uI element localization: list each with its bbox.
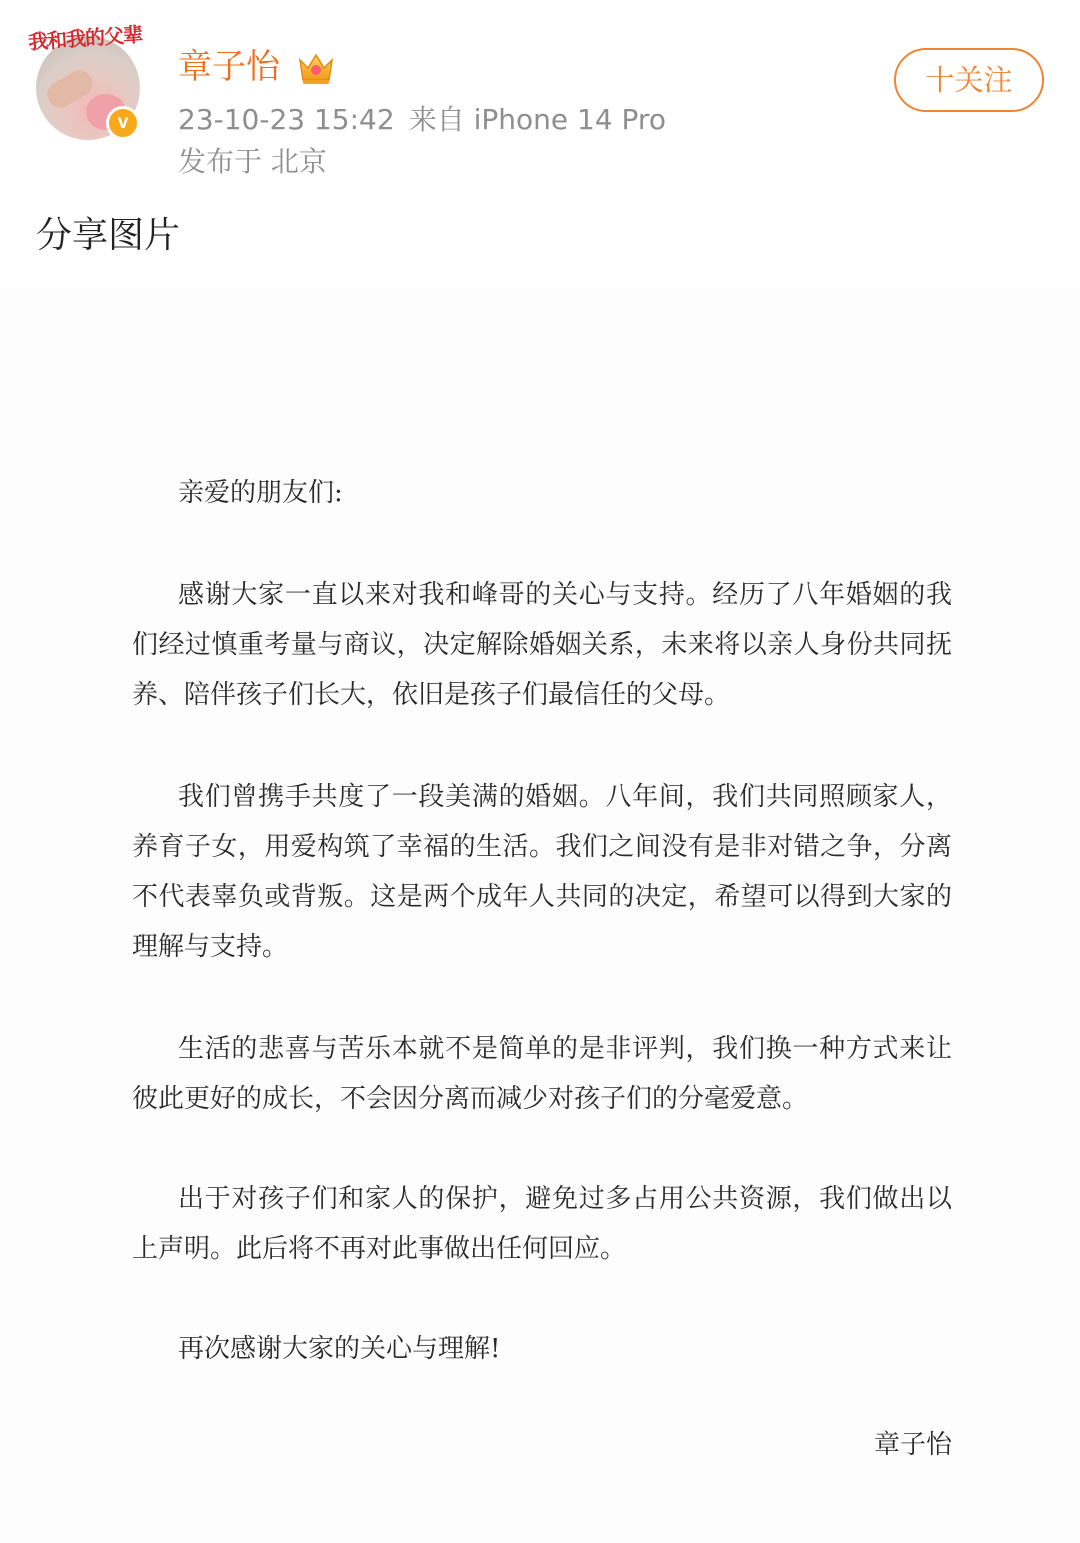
- crown-icon: [296, 50, 336, 86]
- username[interactable]: 章子怡: [178, 47, 280, 87]
- letter-salutation-text: 亲爱的朋友们:: [178, 478, 343, 508]
- post-location: 发布于 北京: [178, 145, 327, 178]
- letter-signature: 章子怡: [873, 1430, 952, 1460]
- post-header: [0, 0, 1080, 200]
- follow-button[interactable]: 十关注: [894, 48, 1044, 112]
- letter-paragraph: 感谢大家一直以来对我和峰哥的关心与支持。经历了八年婚姻的我们经过慎重考量与商议，决定解除婚姻关系，未来将以亲人身份共同抚养、陪伴孩子们长大，依旧是孩子们最信任的父母。: [132, 580, 952, 710]
- letter-paragraph: 生活的悲喜与苦乐本就不是简单的是非评判，我们换一种方式来让彼此更好的成长，不会因分离而减少对孩子们的分毫爱意。: [132, 1034, 952, 1114]
- post-source: 来自 iPhone 14 Pro: [408, 103, 666, 136]
- post-text: 分享图片: [36, 215, 181, 256]
- post-datetime: 23-10-23 15:42: [178, 103, 395, 136]
- letter-salutation: [132, 468, 343, 518]
- shared-image-letter[interactable]: [0, 290, 1080, 1543]
- post-meta: [178, 100, 666, 140]
- letter-closing: [132, 1324, 952, 1374]
- avatar-logo-text: 我和我的父辈: [27, 22, 143, 55]
- letter-closing-text: 再次感谢大家的关心与理解!: [178, 1334, 501, 1364]
- verified-badge-icon: v: [106, 106, 140, 140]
- letter-paragraph: 我们曾携手共度了一段美满的婚姻。八年间，我们共同照顾家人，养育子女，用爱构筑了幸福的生活。我们之间没有是非对错之争，分离不代表辜负或背叛。这是两个成年人共同的决定，希望可以得到大家的理解与支持。: [132, 782, 952, 962]
- letter-paragraph: 出于对孩子们和家人的保护，避免过多占用公共资源，我们做出以上声明。此后将不再对此事做出任何回应。: [132, 1184, 952, 1264]
